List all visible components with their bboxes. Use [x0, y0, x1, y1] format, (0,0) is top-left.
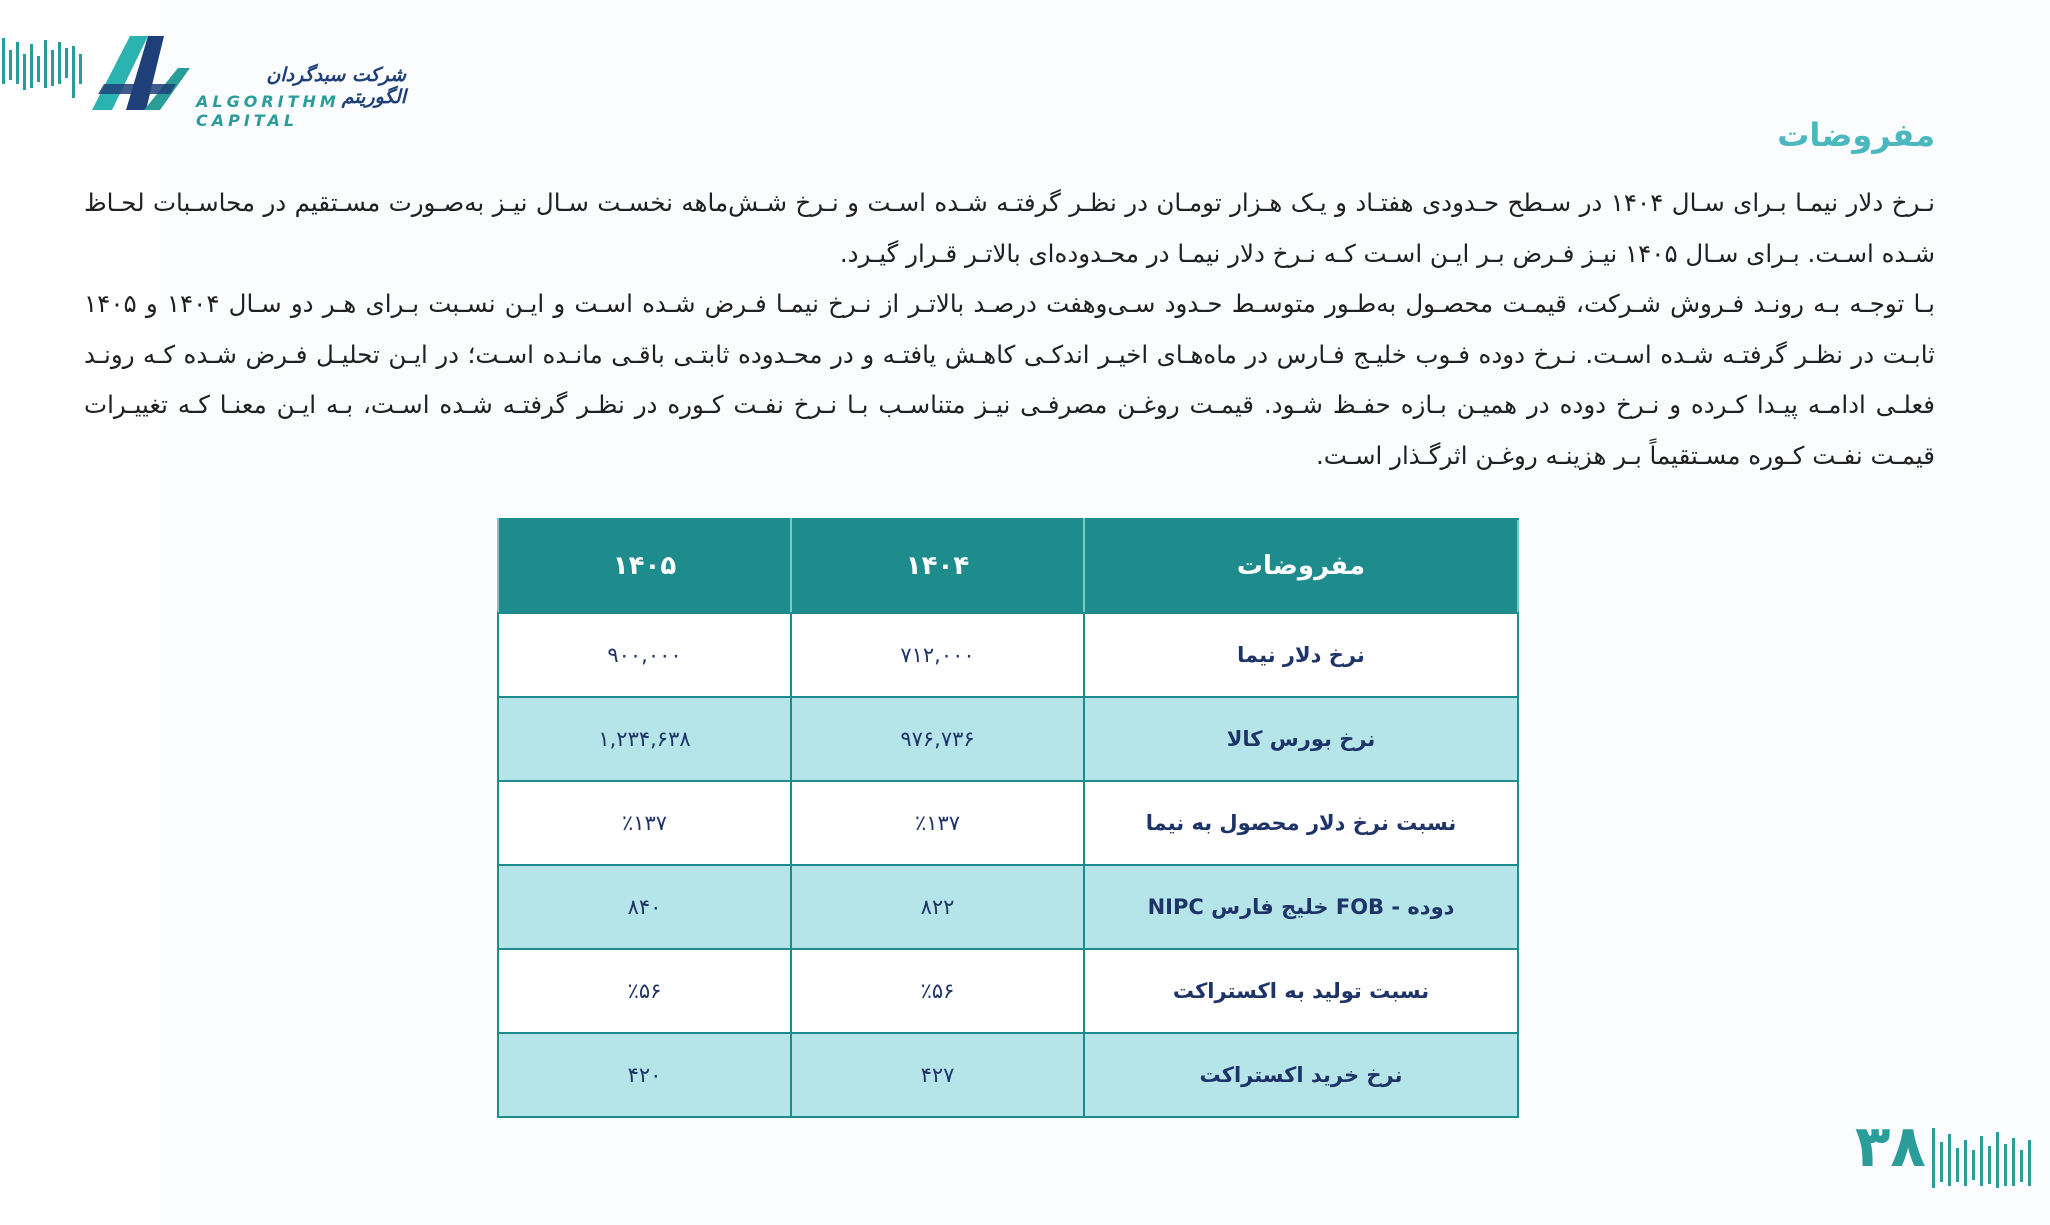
header-assumptions: مفروضات	[1084, 519, 1518, 613]
assumptions-table	[497, 518, 1519, 1118]
value-1405: ۱,۲۳۴,۶۳۸	[498, 697, 791, 781]
body-text	[84, 178, 1935, 481]
logo-mark-icon	[0, 28, 200, 118]
row-label: نرخ بورس کالا	[1084, 697, 1518, 781]
header-year-1405: ۱۴۰۵	[498, 519, 791, 613]
row-label: نسبت نرخ دلار محصول به نیما	[1084, 781, 1518, 865]
company-logo	[0, 28, 420, 130]
value-1405: ٪۵۶	[498, 949, 791, 1033]
footer-barcode-icon	[1930, 1120, 2040, 1200]
logo-name-fa: شرکت سبدگردان الگوریتم	[266, 64, 406, 108]
table-header-row	[498, 519, 1518, 613]
table-row	[498, 865, 1518, 949]
table-row	[498, 949, 1518, 1033]
value-1405: ۸۴۰	[498, 865, 791, 949]
header-year-1404: ۱۴۰۴	[791, 519, 1084, 613]
page-number: ۳۸	[1855, 1112, 1926, 1180]
row-label: نرخ دلار نیما	[1084, 613, 1518, 697]
value-1405: ٪۱۳۷	[498, 781, 791, 865]
row-label: نسبت تولید به اکستراکت	[1084, 949, 1518, 1033]
value-1405: ۹۰۰,۰۰۰	[498, 613, 791, 697]
section-title: مفروضات	[1777, 116, 1935, 154]
value-1405: ۴۲۰	[498, 1033, 791, 1117]
row-label: نرخ خرید اکستراکت	[1084, 1033, 1518, 1117]
value-1404: ۸۲۲	[791, 865, 1084, 949]
table-row	[498, 697, 1518, 781]
paragraph: نـرخ دلار نیمـا بـرای سـال ۱۴۰۴ در سـطح حـدودی هفتـاد و یـک هـزار تومـان در نظـر گرفتـه شـده اسـت و نـرخ شـش‌ماهه نخسـت سـال نیـز به‌صـورت مسـتقیم در محاسـبات لحـاظ شـده اسـت. بـرای سـال ۱۴۰۵ نیـز فـرض بـر ایـن اسـت کـه نـرخ دلار نیمـا در محـدوده‌ای بالاتـر قـرار گیـرد.	[84, 188, 1935, 268]
value-1404: ٪۵۶	[791, 949, 1084, 1033]
row-label: دوده - FOB خلیج فارس NIPC	[1084, 865, 1518, 949]
table-row	[498, 781, 1518, 865]
table-row	[498, 613, 1518, 697]
logo-name-en: ALGORITHM CAPITAL	[196, 92, 340, 130]
value-1404: ۹۷۶,۷۳۶	[791, 697, 1084, 781]
paragraph: بـا توجـه بـه رونـد فـروش شـرکت، قیمـت محصـول به‌طـور متوسـط حـدود سـی‌وهفت درصـد بالاتـر از نـرخ نیمـا فـرض شـده اسـت و ایـن نسـبت بـرای هـر دو سـال ۱۴۰۴ و ۱۴۰۵ ثابـت در نظـر گرفتـه شـده اسـت. نـرخ دوده فـوب خلیـج فـارس در ماه‌هـای اخیـر اندکـی کاهـش یافتـه و در محـدوده ثابتـی باقـی مانـده اسـت؛ در ایـن تحلیـل فـرض شـده کـه رونـد فعلـی ادامـه پیـدا کـرده و نـرخ دوده در همیـن بـازه حفـظ شـود. قیمـت روغـن مصرفـی نیـز متناسـب بـا نـرخ نفـت کـوره در نظـر گرفتـه شـده اسـت، بـه ایـن معنـا کـه تغییـرات قیمـت نفـت کـوره مسـتقیماً بـر هزینـه روغـن اثرگـذار اسـت.	[84, 289, 1935, 470]
value-1404: ۴۲۷	[791, 1033, 1084, 1117]
table-row	[498, 1033, 1518, 1117]
value-1404: ۷۱۲,۰۰۰	[791, 613, 1084, 697]
value-1404: ٪۱۳۷	[791, 781, 1084, 865]
